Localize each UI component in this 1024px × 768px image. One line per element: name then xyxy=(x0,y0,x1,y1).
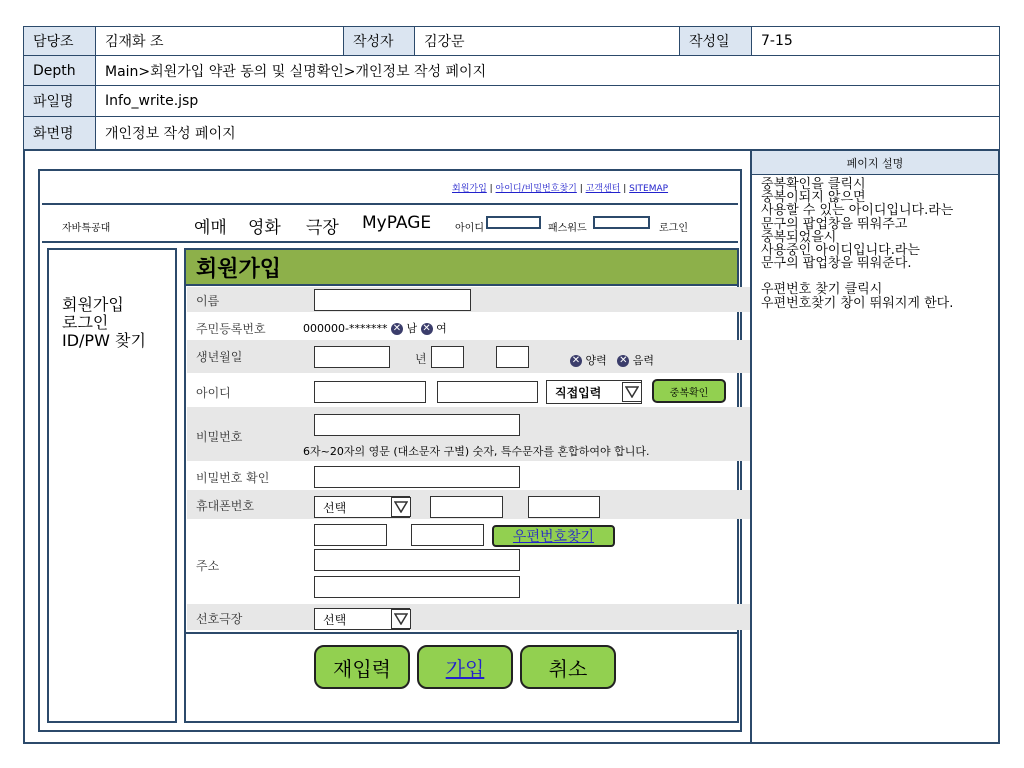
chevron-down-icon[interactable] xyxy=(622,382,642,402)
nav-item-booking[interactable]: 예매 xyxy=(194,218,227,238)
description-line: 중복되었을시 xyxy=(761,229,837,245)
login-id-label: 아이디 xyxy=(455,223,484,234)
sidebar-item-find-idpw[interactable]: ID/PW 찾기 xyxy=(62,331,146,350)
owner-label: 담당조 xyxy=(23,26,96,56)
top-links xyxy=(452,181,712,194)
description-line: 사용중인 아이디입니다.라는 xyxy=(761,243,920,259)
address-label: 주소 xyxy=(196,559,220,573)
password-confirm-label: 비밀번호 확인 xyxy=(196,471,270,485)
domain-select-value: 직접입력 xyxy=(555,385,602,400)
year-suffix: 년 xyxy=(415,352,427,366)
file-label: 파일명 xyxy=(23,85,96,117)
join-link[interactable]: 가입 xyxy=(445,656,485,681)
zipcode-second-input[interactable] xyxy=(411,524,484,546)
sidebar-menu xyxy=(62,296,146,350)
find-account-link[interactable]: 아이디/비밀번호찾기 xyxy=(495,184,577,194)
birth-year-input[interactable] xyxy=(314,346,390,368)
sidebar-item-login[interactable]: 로그인 xyxy=(62,313,109,332)
login-pw-input[interactable] xyxy=(593,216,650,229)
id-label: 아이디 xyxy=(196,386,231,400)
row-band xyxy=(187,604,750,630)
login-id-input[interactable] xyxy=(486,216,541,229)
name-input[interactable] xyxy=(314,289,471,311)
male-label: 남 xyxy=(406,322,418,335)
form-divider xyxy=(186,632,737,634)
signup-link[interactable]: 회원가입 xyxy=(452,184,487,194)
support-link[interactable]: 고객센터 xyxy=(585,184,621,194)
owner-value: 김재화 조 xyxy=(95,26,344,56)
screen-label: 화면명 xyxy=(23,116,96,150)
form-title: 회원가입 xyxy=(186,250,737,286)
panel-divider xyxy=(750,150,752,743)
nav-item-movies[interactable]: 영화 xyxy=(248,218,281,238)
zipcode-search-link[interactable]: 우편번호찾기 xyxy=(512,529,595,545)
calendar-type xyxy=(570,352,654,368)
theater-select-value: 선택 xyxy=(323,612,347,627)
row-band xyxy=(187,340,750,373)
link-separator: | xyxy=(486,184,496,194)
description-line: 문구의 팝업창을 뛰워준다. xyxy=(761,256,912,272)
description-title: 페이지 설명 xyxy=(752,151,998,175)
link-separator: | xyxy=(576,184,586,194)
cancel-button[interactable]: 취소 xyxy=(520,645,616,689)
solar-radio-icon[interactable]: ✕ xyxy=(571,355,581,366)
description-line: 우편번호찾기 창이 뛰워지게 한다. xyxy=(761,295,954,311)
description-line: 중복이되지 않으면 xyxy=(761,190,866,206)
nav-item-mypage[interactable]: MyPAGE xyxy=(362,213,432,233)
description-line: 중복확인을 클릭시 xyxy=(761,177,866,192)
address-line2-input[interactable] xyxy=(314,576,520,598)
login-pw-label: 패스워드 xyxy=(548,223,587,234)
link-separator: | xyxy=(620,184,630,194)
zipcode-search-button[interactable] xyxy=(492,525,615,547)
birth-label: 생년월일 xyxy=(196,350,243,364)
password-label: 비밀번호 xyxy=(196,430,243,444)
depth-label: Depth xyxy=(23,55,96,86)
password-hint: 6자~20자의 영문 (대소문자 구별) 숫자, 특수문자를 혼합하여야 합니다. xyxy=(303,445,650,458)
nav-item-theaters[interactable]: 극장 xyxy=(306,218,339,238)
sidebar-item-signup[interactable]: 회원가입 xyxy=(62,295,124,314)
duplicate-check-button[interactable]: 중복확인 xyxy=(652,379,726,403)
description-line: 문구의 팝업창을 뛰워주고 xyxy=(761,216,908,232)
male-radio-icon[interactable]: ✕ xyxy=(392,323,402,334)
female-radio-icon[interactable]: ✕ xyxy=(422,323,431,334)
zipcode-first-input[interactable] xyxy=(314,524,387,546)
password-input[interactable] xyxy=(314,414,520,436)
brand-logo[interactable]: 자바특공대 xyxy=(62,223,111,234)
phone-label: 휴대폰번호 xyxy=(196,499,254,513)
address-line1-input[interactable] xyxy=(314,549,520,571)
depth-value: Main>회원가입 약관 동의 및 실명확인>개인정보 작성 페이지 xyxy=(95,55,1000,86)
date-label: 작성일 xyxy=(679,26,752,56)
id-input[interactable] xyxy=(314,381,426,403)
author-label: 작성자 xyxy=(343,26,415,56)
date-value: 7-15 xyxy=(751,26,1000,56)
id-domain-input[interactable] xyxy=(437,381,538,403)
description-line: 우편번호 찾기 클릭시 xyxy=(761,282,883,298)
chevron-down-icon[interactable] xyxy=(391,609,411,629)
female-label: 여 xyxy=(436,322,447,335)
rrn-label: 주민등록번호 xyxy=(196,322,266,336)
sitemap-link[interactable]: SITEMAP xyxy=(629,184,669,194)
screen-value: 개인정보 작성 페이지 xyxy=(95,116,1000,150)
reset-button[interactable]: 재입력 xyxy=(314,645,410,689)
rrn-number: 000000-******* xyxy=(303,322,388,335)
join-button[interactable] xyxy=(417,645,513,689)
description-line: 사용할 수 있는 아이디입니다.라는 xyxy=(761,203,954,219)
theater-label: 선호극장 xyxy=(196,612,243,626)
name-label: 이름 xyxy=(196,294,220,308)
description-text xyxy=(761,178,997,310)
solar-label: 양력 xyxy=(585,354,607,367)
password-confirm-input[interactable] xyxy=(314,466,520,488)
author-value: 김강문 xyxy=(414,26,680,56)
lunar-label: 음력 xyxy=(632,354,655,367)
login-button[interactable]: 로그인 xyxy=(659,223,688,234)
chevron-down-icon[interactable] xyxy=(391,497,411,517)
birth-day-input[interactable] xyxy=(496,346,529,368)
lunar-radio-icon[interactable]: ✕ xyxy=(619,355,628,366)
file-value: Info_write.jsp xyxy=(95,85,1000,117)
phone-last-input[interactable] xyxy=(528,496,600,518)
phone-select-value: 선택 xyxy=(323,500,347,515)
birth-month-input[interactable] xyxy=(431,346,464,368)
rrn-value xyxy=(303,320,447,336)
phone-middle-input[interactable] xyxy=(430,496,503,518)
